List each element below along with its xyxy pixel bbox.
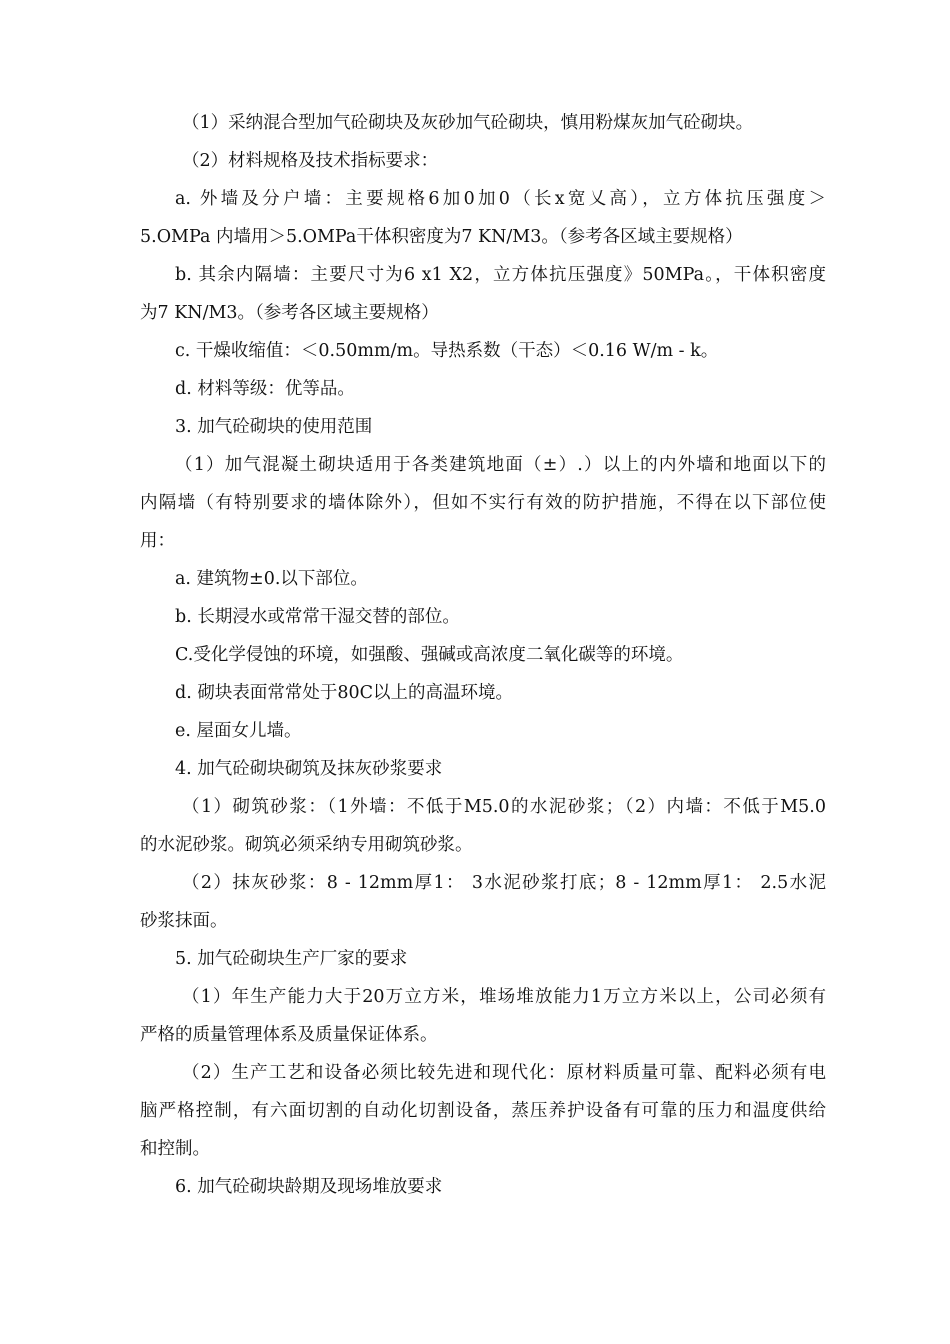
paragraph-production-capacity (140, 978, 826, 1054)
paragraph-masonry-mortar (140, 788, 826, 864)
paragraph-usage-scope (140, 446, 826, 560)
text-line: 砂浆抹面。 (140, 911, 228, 931)
text-line: （1）加气混凝土砌块适用于各类建筑地面（±）.）以上的内外墙和地面以下的 (175, 455, 826, 475)
paragraph-process-equipment (140, 1054, 826, 1168)
paragraph-exterior-wall-spec (140, 180, 826, 256)
text-line: a. 外墙及分户墙：主要规格6加0加0（长x宽乂高），立方体抗压强度＞ (175, 189, 826, 209)
text-line: 3. 加气砼砌块的使用范围 (175, 417, 373, 437)
text-line: 脑严格控制，有六面切割的自动化切割设备，蒸压养护设备有可靠的压力和温度供给 (140, 1101, 826, 1121)
list-item-b (140, 598, 826, 636)
paragraph-shrinkage (140, 332, 826, 370)
text-line: c. 干燥收缩值：＜0.50mm/m。导热系数（干态）＜0.16 W/m - k。 (175, 341, 719, 361)
text-line: （2）材料规格及技术指标要求： (182, 151, 439, 171)
text-line: b. 长期浸水或常常干湿交替的部位。 (175, 607, 460, 627)
list-item-c (140, 636, 826, 674)
text-line: C.受化学侵蚀的环境，如强酸、强碱或高浓度二氧化碳等的环境。 (175, 645, 684, 665)
section-heading-mortar (140, 750, 826, 788)
text-line: 严格的质量管理体系及质量保证体系。 (140, 1025, 438, 1045)
section-heading-curing-storage (140, 1168, 826, 1206)
text-line: d. 材料等级：优等品。 (175, 379, 355, 399)
text-line: （1）年生产能力大于20万立方米，堆场堆放能力1万立方米以上，公司必须有 (182, 987, 826, 1007)
list-item-a (140, 560, 826, 598)
paragraph-material-grade (140, 370, 826, 408)
text-line: （2）抹灰砂浆：8 - 12mm厚1： 3水泥砂浆打底；8 - 12mm厚1： 2.5水泥 (182, 873, 826, 893)
text-line: 内隔墙（有特别要求的墙体除外），但如不实行有效的防护措施，不得在以下部位使 (140, 493, 826, 513)
paragraph-interior-wall-spec (140, 256, 826, 332)
list-item-e (140, 712, 826, 750)
paragraph-material-selection (140, 104, 826, 142)
text-line: （1）采纳混合型加气砼砌块及灰砂加气砼砌块，慎用粉煤灰加气砼砌块。 (182, 113, 754, 133)
list-item-d (140, 674, 826, 712)
text-line: e. 屋面女儿墙。 (175, 721, 302, 741)
text-line: 4. 加气砼砌块砌筑及抹灰砂浆要求 (175, 759, 443, 779)
text-line: 用： (140, 531, 175, 551)
text-line: d. 砌块表面常常处于80C以上的高温环境。 (175, 683, 513, 703)
text-line: （1）砌筑砂浆：（1外墙：不低于M5.0的水泥砂浆；（2）内墙：不低于M5.0 (182, 797, 826, 817)
text-line: b. 其余内隔墙：主要尺寸为6 x1 X2，立方体抗压强度》50MPa。，干体积密度 (175, 265, 826, 285)
text-line: 5.OMPa 内墙用＞5.OMPa干体积密度为7 KN/M3。（参考各区域主要规格） (140, 227, 743, 247)
paragraph-plaster-mortar (140, 864, 826, 940)
text-line: 5. 加气砼砌块生产厂家的要求 (175, 949, 408, 969)
text-line: a. 建筑物±0.以下部位。 (175, 569, 368, 589)
section-heading-usage-scope (140, 408, 826, 446)
text-line: 的水泥砂浆。砌筑必须采纳专用砌筑砂浆。 (140, 835, 473, 855)
text-line: 为7 KN/M3。（参考各区域主要规格） (140, 303, 439, 323)
section-heading-manufacturer (140, 940, 826, 978)
paragraph-spec-heading (140, 142, 826, 180)
text-line: （2）生产工艺和设备必须比较先进和现代化：原材料质量可靠、配料必须有电 (182, 1063, 826, 1083)
text-line: 6. 加气砼砌块龄期及现场堆放要求 (175, 1177, 443, 1197)
text-line: 和控制。 (140, 1139, 210, 1159)
